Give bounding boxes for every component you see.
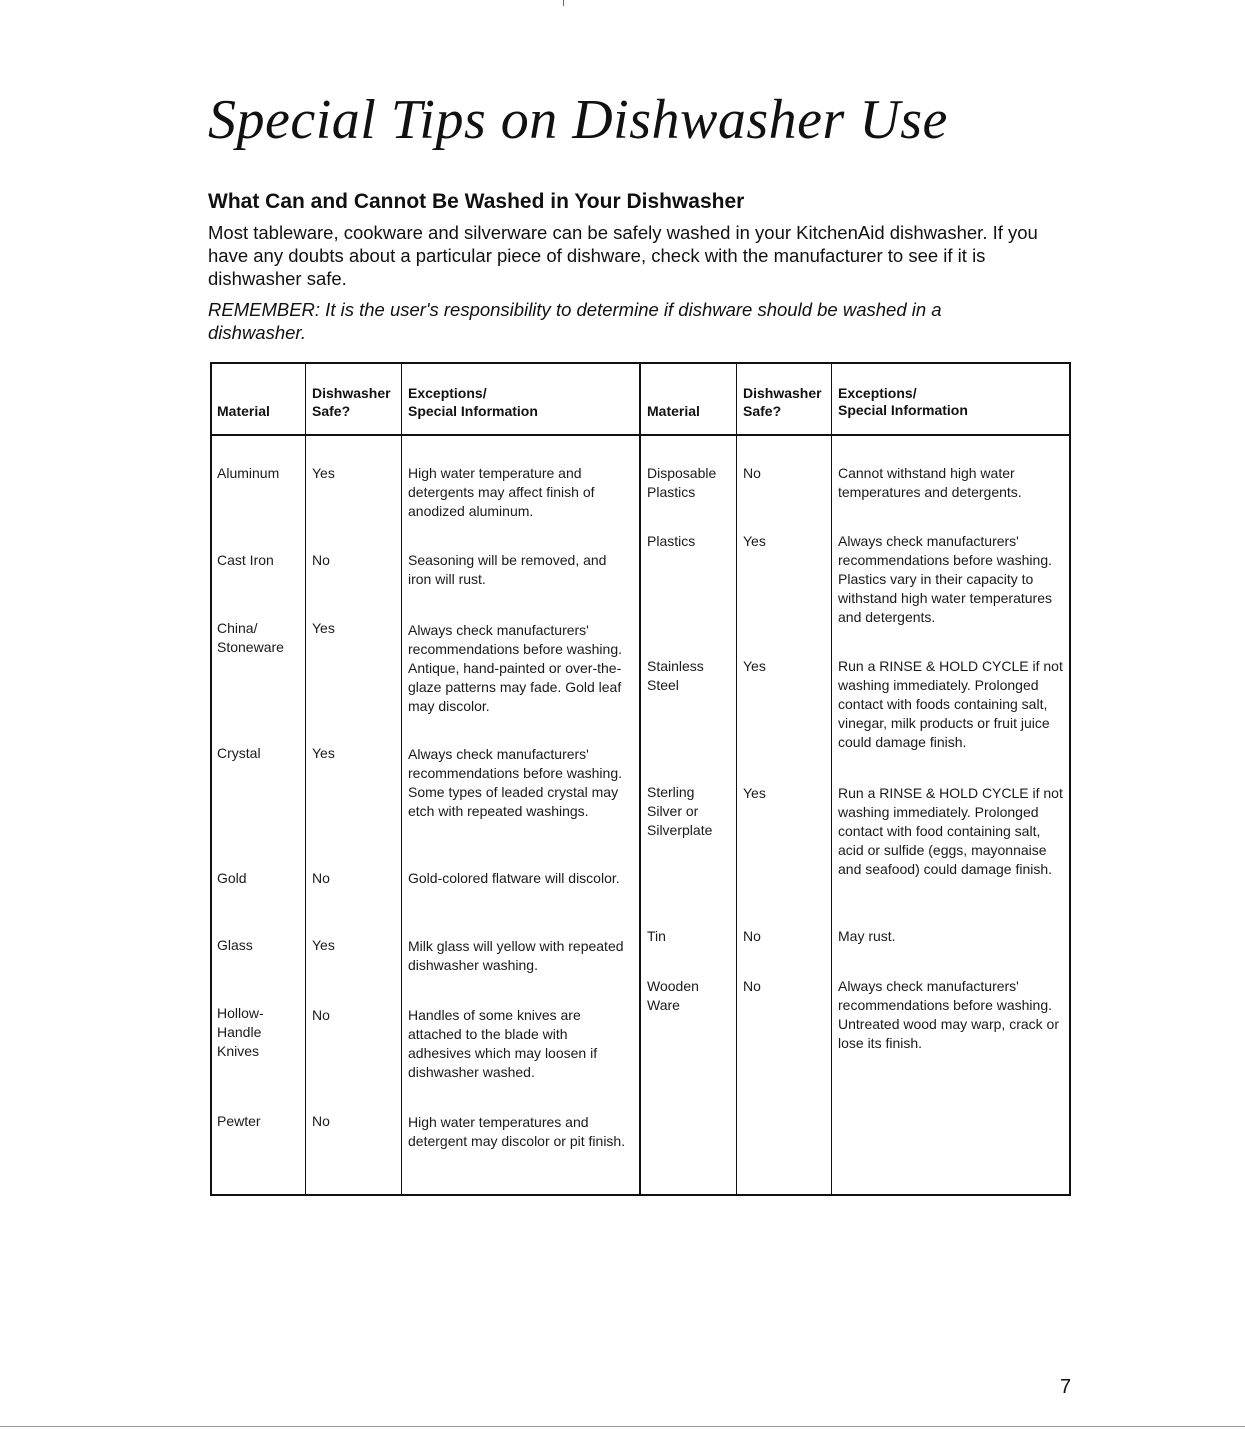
header-material-left: Material xyxy=(217,403,270,419)
info-cell: May rust. xyxy=(838,928,896,944)
info-cell: Run a RINSE & HOLD CYCLE if not washing immediately. Prolonged contact with food containing salt, acid or sulfide (eggs, mayonnaise and seafood) could damage finish. xyxy=(838,785,1063,877)
info-cell: Always check manufacturers' recommendations before washing. Antique, hand-painted or over-the-glaze patterns may fade. Gold leaf may discolor. xyxy=(408,622,623,714)
safe-cell: Yes xyxy=(743,785,766,801)
header-safe-left-line1: Dishwasher xyxy=(312,385,391,401)
page-title: Special Tips on Dishwasher Use xyxy=(208,89,948,151)
material-cell: Gold xyxy=(217,870,247,886)
material-cell: Tin xyxy=(647,928,666,944)
info-cell: Cannot withstand high water temperatures and detergents. xyxy=(838,465,1022,500)
material-cell: Pewter xyxy=(217,1113,261,1129)
info-cell: High water temperature and detergents may affect finish of anodized aluminum. xyxy=(408,465,595,519)
safe-cell: Yes xyxy=(743,533,766,549)
safe-cell: No xyxy=(312,1007,330,1023)
material-cell: Aluminum xyxy=(217,465,280,481)
info-cell: Run a RINSE & HOLD CYCLE if not washing immediately. Prolonged contact with foods containing salt, vinegar, milk products or fruit juice could damage finish. xyxy=(838,658,1063,750)
safe-cell: No xyxy=(312,1113,330,1129)
page-number: 7 xyxy=(1060,1376,1072,1398)
info-cell: Always check manufacturers' recommendations before washing. Plastics vary in their capacity to withstand high water temperatures and detergents. xyxy=(838,533,1053,625)
material-cell: Plastics xyxy=(647,533,696,549)
column-divider xyxy=(831,364,832,1194)
material-cell: Stainless Steel xyxy=(647,658,704,693)
material-cell: Cast Iron xyxy=(217,552,274,568)
safe-cell: No xyxy=(743,978,761,994)
column-divider xyxy=(305,364,306,1194)
safe-cell: No xyxy=(743,928,761,944)
column-divider xyxy=(401,364,402,1194)
header-exceptions-left-line2: Special Information xyxy=(408,403,538,419)
material-cell: Wooden Ware xyxy=(647,978,699,1013)
info-cell: Gold-colored flatware will discolor. xyxy=(408,870,620,886)
material-cell: Hollow- Handle Knives xyxy=(217,1005,264,1059)
safe-cell: Yes xyxy=(312,620,335,636)
info-cell: Milk glass will yellow with repeated dishwasher washing. xyxy=(408,938,624,973)
header-safe-right-line1: Dishwasher xyxy=(743,385,822,401)
center-divider xyxy=(639,364,641,1194)
bottom-edge-rule xyxy=(0,1426,1245,1427)
material-cell: Crystal xyxy=(217,745,261,761)
material-cell: China/ Stoneware xyxy=(217,620,284,655)
material-cell: Sterling Silver or Silverplate xyxy=(647,784,713,838)
safe-cell: No xyxy=(312,870,330,886)
info-cell: Handles of some knives are attached to the blade with adhesives which may loosen if dishwasher washed. xyxy=(408,1007,598,1080)
remember-note: REMEMBER: It is the user's responsibility to determine if dishware should be washed in a dishwasher. xyxy=(208,299,942,343)
materials-table xyxy=(210,362,1071,1196)
safe-cell: Yes xyxy=(312,937,335,953)
header-safe-left-line2: Safe? xyxy=(312,403,351,419)
info-cell: High water temperatures and detergent may discolor or pit finish. xyxy=(408,1114,626,1149)
safe-cell: No xyxy=(312,552,330,568)
info-cell: Always check manufacturers' recommendations before washing. Untreated wood may warp, crack or lose its finish. xyxy=(838,978,1059,1051)
safe-cell: No xyxy=(743,465,761,481)
header-material-right: Material xyxy=(647,403,700,419)
header-exceptions-right-line2: Special Information xyxy=(838,402,968,418)
header-exceptions-right-line1: Exceptions/ xyxy=(838,385,917,401)
section-heading: What Can and Cannot Be Washed in Your Dishwasher xyxy=(208,190,745,213)
safe-cell: Yes xyxy=(312,745,335,761)
header-exceptions-left-line1: Exceptions/ xyxy=(408,385,487,401)
intro-paragraph: Most tableware, cookware and silverware can be safely washed in your KitchenAid dishwasher. If you have any doubts about a particular piece of dishware, check with the manufacturer to see if it is dishwasher safe. xyxy=(208,222,1038,289)
safe-cell: Yes xyxy=(743,658,766,674)
top-edge-mark xyxy=(563,0,564,6)
material-cell: Glass xyxy=(217,937,253,953)
material-cell: Disposable Plastics xyxy=(647,465,717,500)
info-cell: Always check manufacturers' recommendations before washing. Some types of leaded crystal may etch with repeated washings. xyxy=(408,746,623,819)
header-safe-right-line2: Safe? xyxy=(743,403,782,419)
safe-cell: Yes xyxy=(312,465,335,481)
column-divider xyxy=(736,364,737,1194)
info-cell: Seasoning will be removed, and iron will rust. xyxy=(408,552,607,587)
